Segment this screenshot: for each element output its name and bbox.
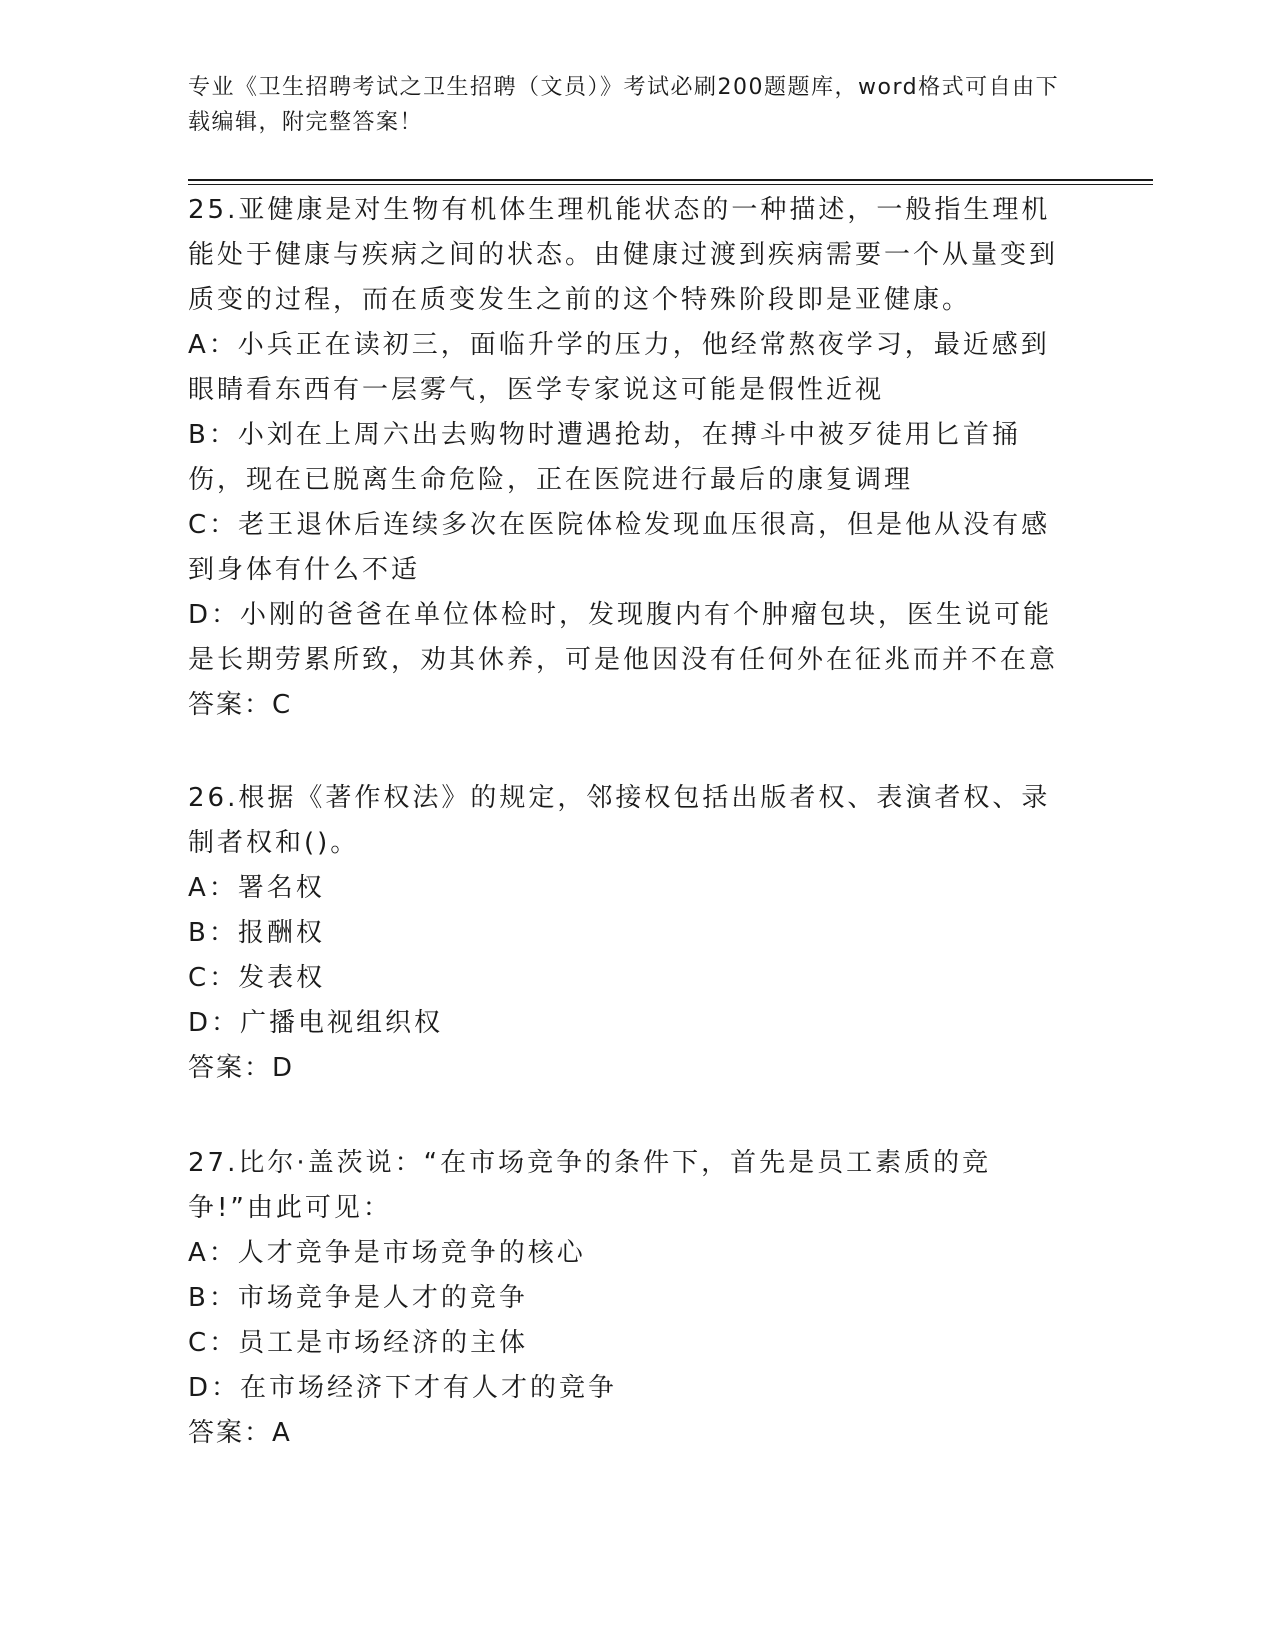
option-a: A：署名权 — [188, 873, 325, 903]
answer: 答案：A — [188, 1418, 292, 1448]
header-divider-thick — [188, 179, 1153, 181]
header-divider-thin — [188, 184, 1153, 185]
option-d: D：广播电视组织权 — [188, 1008, 444, 1038]
question-stem: 26.根据《著作权法》的规定，邻接权包括出版者权、表演者权、录制者权和()。 — [188, 783, 1051, 858]
question-26 — [188, 776, 1078, 1091]
option-d: D：在市场经济下才有人才的竞争 — [188, 1373, 618, 1403]
option-b: B：报酬权 — [188, 918, 325, 948]
answer: 答案：D — [188, 1053, 295, 1083]
option-c: C：发表权 — [188, 963, 326, 993]
option-a: A：人才竞争是市场竞争的核心 — [188, 1238, 586, 1268]
question-25 — [188, 188, 1078, 728]
option-d: D：小刚的爸爸在单位体检时，发现腹内有个肿瘤包块，医生说可能是长期劳累所致，劝其休养，可是他因没有任何外在征兆而并不在意 — [188, 600, 1059, 675]
document-header: 专业《卫生招聘考试之卫生招聘（文员）》考试必刷200题题库，word格式可自由下载编辑，附完整答案！ — [188, 75, 1060, 135]
option-c: C：老王退休后连续多次在医院体检发现血压很高，但是他从没有感到身体有什么不适 — [188, 510, 1051, 585]
question-stem: 25.亚健康是对生物有机体生理机能状态的一种描述，一般指生理机能处于健康与疾病之间的状态。由健康过渡到疾病需要一个从量变到质变的过程，而在质变发生之前的这个特殊阶段即是亚健康。 — [188, 195, 1059, 315]
option-b: B：市场竞争是人才的竞争 — [188, 1283, 528, 1313]
question-stem: 27.比尔·盖茨说：“在市场竞争的条件下，首先是员工素质的竞争!”由此可见： — [188, 1148, 992, 1223]
option-b: B：小刘在上周六出去购物时遭遇抢劫，在搏斗中被歹徒用匕首捅伤，现在已脱离生命危险，正在医院进行最后的康复调理 — [188, 420, 1021, 495]
option-c: C：员工是市场经济的主体 — [188, 1328, 529, 1358]
option-a: A：小兵正在读初三，面临升学的压力，他经常熬夜学习，最近感到眼睛看东西有一层雾气，医学专家说这可能是假性近视 — [188, 330, 1050, 405]
answer: 答案：C — [188, 690, 293, 720]
question-27 — [188, 1141, 1078, 1456]
